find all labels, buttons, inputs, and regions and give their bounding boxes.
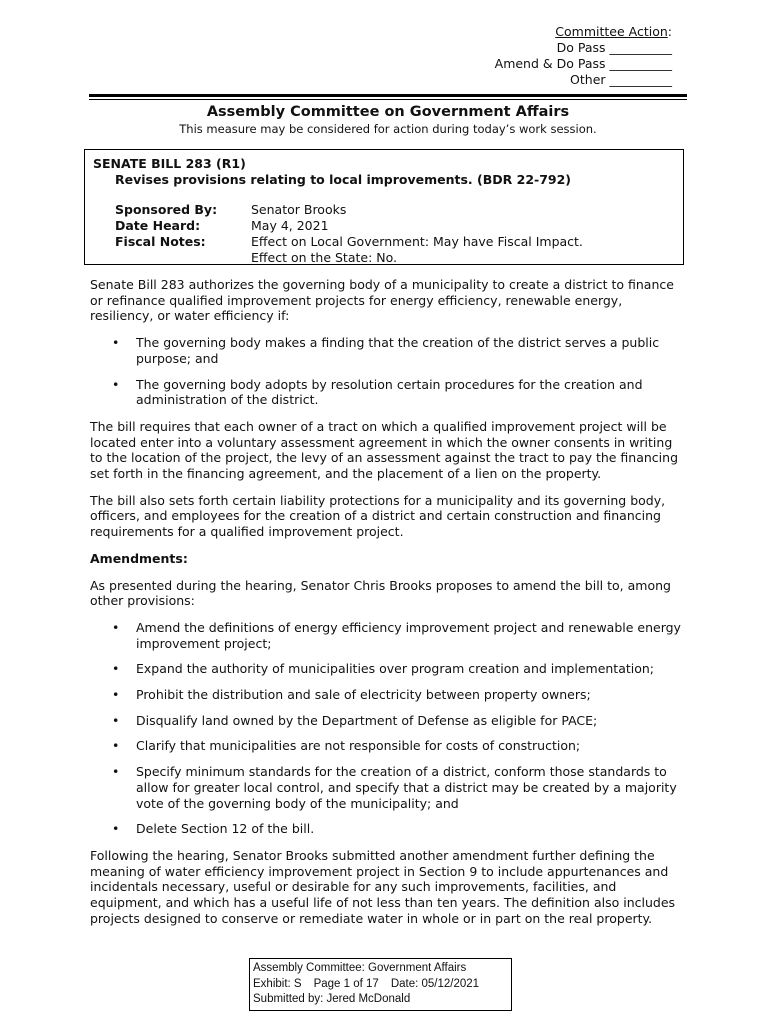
page-title: Assembly Committee on Government Affairs [206, 104, 570, 120]
date-value: May 4, 2021 [251, 218, 329, 233]
paragraph-liability: The bill also sets forth certain liability protections for a municipality and its governing body, officers, and employees for the creation of a district and certain construction and financing requirements for a qualified improvement project. [90, 492, 666, 540]
exhibit-info-row [253, 977, 508, 993]
header-rule-thin [89, 99, 687, 100]
list-item: • Amend the definitions of energy efficiency improvement project and renewable energy improvement project; [90, 620, 682, 651]
meta-date [115, 218, 675, 234]
exhibit-committee: Assembly Committee: Government Affairs [253, 962, 467, 974]
amendments-list [90, 620, 682, 837]
list-item: • The governing body makes a finding that the creation of the district serves a public purpose; and [90, 335, 682, 366]
exhibit-date: Date: 05/12/2021 [390, 977, 480, 990]
list-item: • Clarify that municipalities are not responsible for costs of construction; [90, 738, 682, 754]
exhibit-page: Page 1 of 17 [313, 977, 379, 990]
meta-sponsored [115, 202, 675, 218]
intro-paragraph: Senate Bill 283 authorizes the governing body of a municipality to create a district to finance or refinance qualified improvement projects for energy efficiency, renewable energy, resiliency, or water efficiency if: [90, 277, 674, 324]
exhibit-submitted: Submitted by: Jered McDonald [253, 993, 411, 1005]
conditions-list [90, 335, 682, 408]
list-item: • Disqualify land owned by the Department of Defense as eligible for PACE; [90, 713, 682, 729]
action-do-pass: Do Pass __________ [556, 40, 672, 55]
exhibit-label: Exhibit: S [253, 977, 302, 990]
committee-action-colon: : [667, 24, 672, 39]
meta-fiscal-state [115, 250, 675, 266]
amendments-intro: As presented during the hearing, Senator Chris Brooks proposes to amend the bill to, among other provisions: [90, 577, 671, 609]
list-item: • Delete Section 12 of the bill. [90, 821, 682, 837]
list-item: • Prohibit the distribution and sale of electricity between property owners; [90, 687, 682, 703]
amendments-heading: Amendments: [90, 550, 188, 566]
action-other: Other __________ [570, 72, 672, 87]
action-amend-do-pass: Amend & Do Pass __________ [494, 56, 672, 71]
list-item: • The governing body adopts by resolution certain procedures for the creation and administration of the district. [90, 377, 682, 408]
fiscal-value-state: Effect on the State: No. [251, 250, 398, 265]
committee-action-title: Committee Action [555, 24, 668, 39]
bill-title: Revises provisions relating to local improvements. (BDR 22-792) [115, 172, 572, 187]
fiscal-label: Fiscal Notes: [115, 234, 206, 249]
bill-number: SENATE BILL 283 (R1) [93, 156, 246, 171]
page-subtitle: This measure may be considered for action during today’s work session. [179, 122, 597, 136]
bill-meta [93, 202, 675, 266]
committee-action-block [495, 24, 672, 88]
header-rule-thick [89, 94, 687, 97]
paragraph-assessment: The bill requires that each owner of a tract on which a qualified improvement project will be located enter into a voluntary assessment agreement in which the owner consents in writing to the location of the project, the levy of an assessment against the tract to pay the financing set forth in the financing agreement, and the placement of a lien on the property. [90, 418, 679, 482]
fiscal-value-local: Effect on Local Government: May have Fiscal Impact. [251, 234, 583, 249]
paragraph-final: Following the hearing, Senator Brooks submitted another amendment further defining the meaning of water efficiency improvement project in Section 9 to include appurtenances and incidentals necessary, useful or desirable for any such improvements, facilities, and equipment, and which has a useful life of not less than ten years. The definition also includes projects designed to conserve or remediate water in whole or in part on the real property. [90, 847, 676, 926]
sponsored-value: Senator Brooks [251, 202, 347, 217]
exhibit-stamp [249, 958, 512, 1011]
bill-summary-box [84, 149, 684, 265]
list-item: • Expand the authority of municipalities over program creation and implementation; [90, 661, 682, 677]
list-item: • Specify minimum standards for the creation of a district, conform those standards to allow for greater local control, and specify that a district may be created by a majority vote of the governing body of the municipality; and [90, 764, 682, 811]
date-label: Date Heard: [115, 218, 201, 233]
bill-body [90, 277, 682, 938]
meta-fiscal [115, 234, 675, 250]
sponsored-label: Sponsored By: [115, 202, 218, 217]
